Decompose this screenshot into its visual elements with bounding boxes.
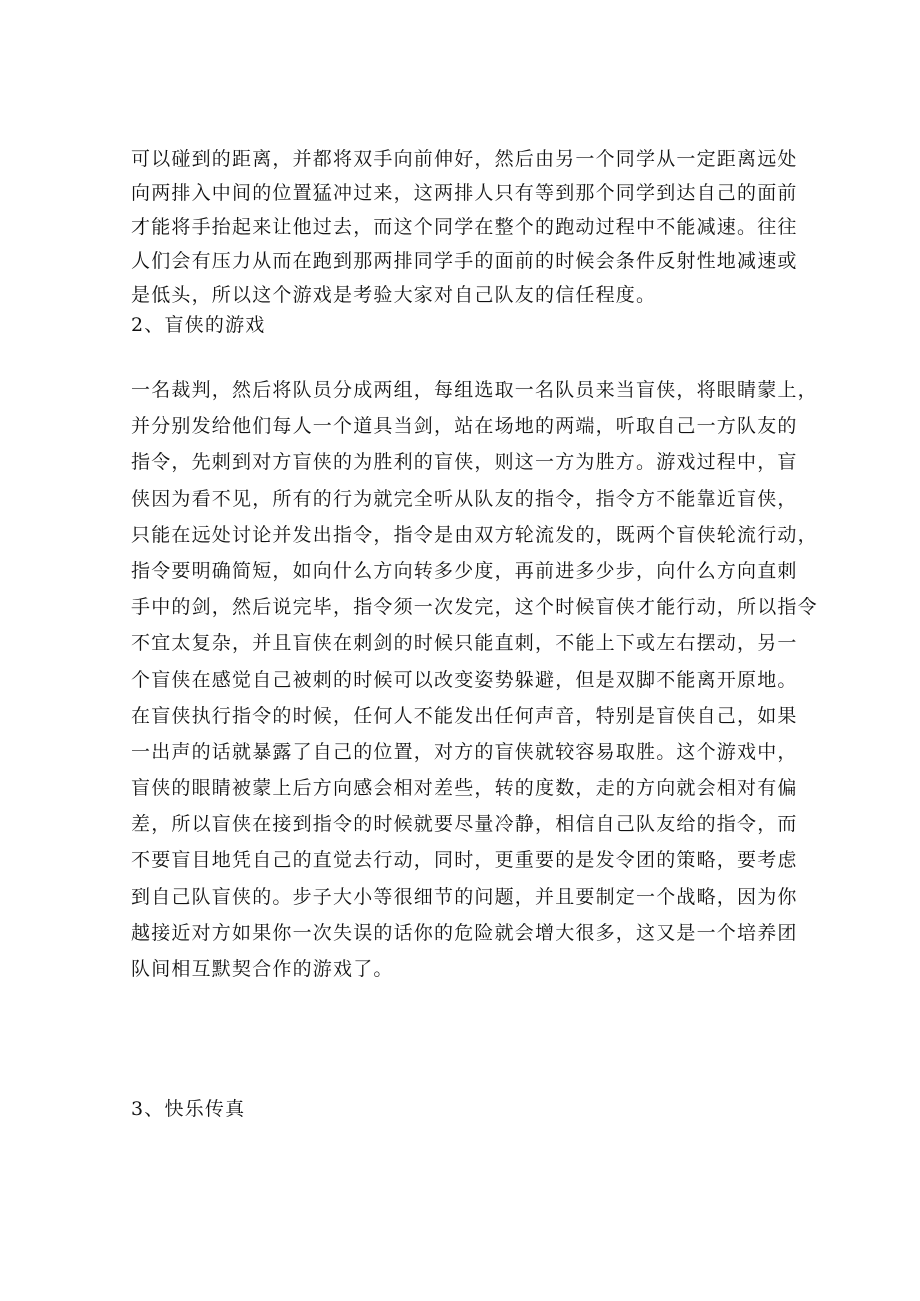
section-2-heading: 2、盲侠的游戏 xyxy=(131,314,266,336)
text-line: 才能将手抬起来让他过去，而这个同学在整个的跑动过程中不能减速。往往 xyxy=(131,216,798,238)
text-line: 人们会有压力从而在跑到那两排同学手的面前的时候会条件反射性地减速或 xyxy=(131,250,798,272)
section-3-heading: 3、快乐传真 xyxy=(131,1098,246,1120)
text-line: 队间相互默契合作的游戏了。 xyxy=(131,958,394,980)
text-line: 一出声的话就暴露了自己的位置，对方的盲侠就较容易取胜。这个游戏中， xyxy=(131,740,798,763)
text-line: 可以碰到的距离，并都将双手向前伸好，然后由另一个同学从一定距离远处 xyxy=(131,148,798,170)
text-line: 在盲侠执行指令的时候，任何人不能发出任何声音，特别是盲侠自己，如果 xyxy=(131,704,798,727)
text-line: 越接近对方如果你一次失误的话你的危险就会增大很多，这又是一个培养团 xyxy=(131,921,798,944)
text-line: 指令要明确简短，如向什么方向转多少度，再前进多少步，向什么方向直刺 xyxy=(131,559,798,582)
section-2-paragraph xyxy=(131,372,818,987)
intro-paragraph xyxy=(131,142,799,312)
text-line: 到自己队盲侠的。步子大小等很细节的问题，并且要制定一个战略，因为你 xyxy=(131,885,798,908)
text-line: 并分别发给他们每人一个道具当剑，站在场地的两端，听取自己一方队友的 xyxy=(131,415,798,438)
text-line: 手中的剑，然后说完毕，指令须一次发完，这个时候盲侠才能行动，所以指令 xyxy=(131,596,818,619)
text-line: 不宜太复杂，并且盲侠在刺剑的时候只能直刺，不能上下或左右摆动，另一 xyxy=(131,632,798,655)
text-line: 一名裁判，然后将队员分成两组，每组选取一名队员来当盲侠，将眼睛蒙上， xyxy=(131,379,818,401)
text-line: 不要盲目地凭自己的直觉去行动，同时，更重要的是发令团的策略，要考虑 xyxy=(131,849,798,872)
text-line: 只能在远处讨论并发出指令，指令是由双方轮流发的，既两个盲侠轮流行动， xyxy=(131,523,818,546)
text-line: 差，所以盲侠在接到指令的时候就要尽量冷静，相信自己队友给的指令，而 xyxy=(131,813,798,836)
text-line: 侠因为看不见，所有的行为就完全听从队友的指令，指令方不能靠近盲侠， xyxy=(131,487,798,510)
text-line: 向两排入中间的位置猛冲过来，这两排人只有等到那个同学到达自己的面前 xyxy=(131,182,798,204)
text-line: 个盲侠在感觉自己被刺的时候可以改变姿势躲避，但是双脚不能离开原地。 xyxy=(131,668,798,691)
text-line: 是低头，所以这个游戏是考验大家对自己队友的信任程度。 xyxy=(131,284,657,306)
text-line: 盲侠的眼睛被蒙上后方向感会相对差些，转的度数，走的方向就会相对有偏 xyxy=(131,777,798,800)
text-line: 指令，先刺到对方盲侠的为胜利的盲侠，则这一方为胜方。游戏过程中，盲 xyxy=(131,451,798,474)
